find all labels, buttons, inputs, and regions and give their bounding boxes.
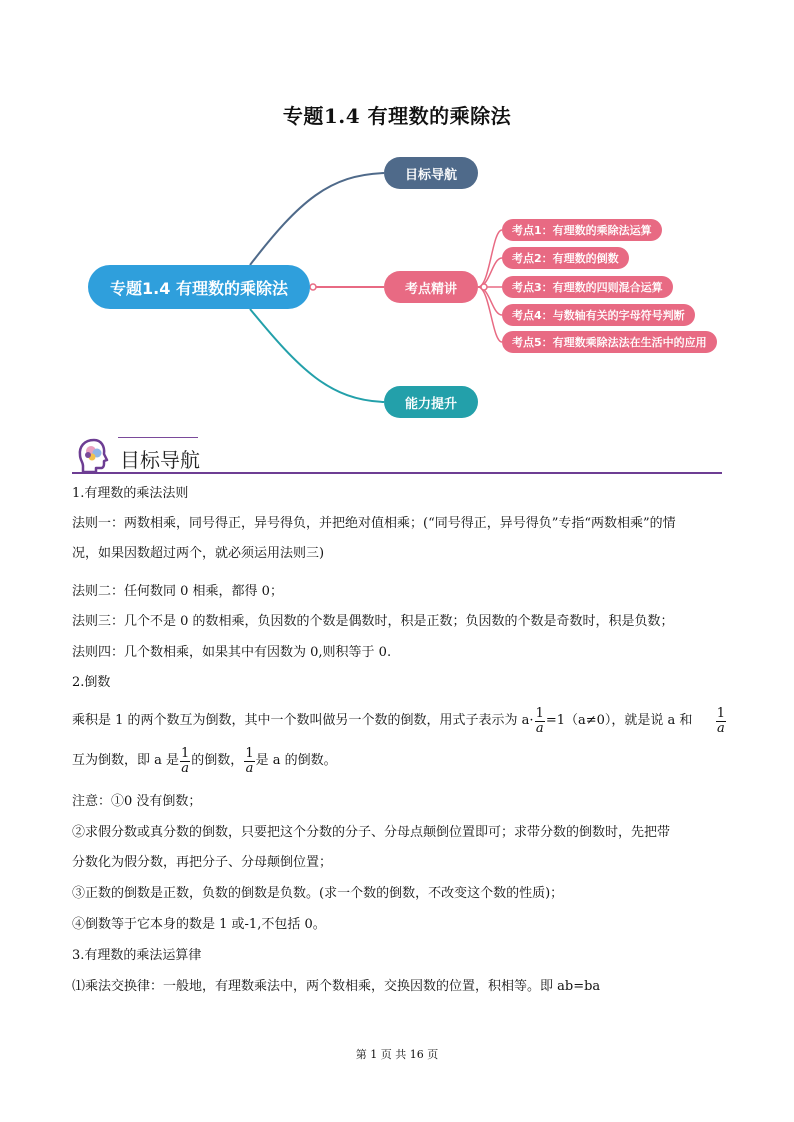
rule2: 法则二：任何数同 0 相乘，都得 0； <box>72 584 283 599</box>
root-joint <box>310 284 316 290</box>
reciprocal-text-3: 互为倒数，即 a 是 <box>72 753 180 768</box>
mindmap-leaf-1: 考点1：有理数的乘除法运算 <box>502 219 662 241</box>
law-commutative: ⑴乘法交换律：一般地，有理数乘法中，两个数相乘，交换因数的位置，积相等。即 ab=ba <box>72 979 601 994</box>
heading-multiplication-rules: 1.有理数的乘法法则 <box>72 486 189 501</box>
note-zero: 注意：①0 没有倒数； <box>72 794 202 809</box>
rule1-line1: 法则一：两数相乘，同号得正，异号得负，并把绝对值相乘；(“同号得正，异号得负”专指“两数相乘”的情 <box>72 516 676 531</box>
mindmap-leaf-5: 考点5：有理数乘除法法在生活中的应用 <box>502 331 717 353</box>
note-self-reciprocal: ④倒数等于它本身的数是 1 或-1,不包括 0。 <box>72 917 326 932</box>
connector-improve <box>250 309 384 402</box>
reciprocal-text-5: 是 a 的倒数。 <box>255 753 337 768</box>
mindmap-root: 专题1.4 有理数的乘除法 <box>88 265 310 309</box>
brain-head-icon <box>74 436 114 476</box>
page-footer: 第 1 页 共 16 页 <box>355 1048 439 1061</box>
mindmap-leaf-3: 考点3：有理数的四则混合运算 <box>502 276 673 298</box>
rule4: 法则四：几个数相乘，如果其中有因数为 0,则积等于 0. <box>72 645 392 660</box>
fraction-1-over-a: $\frac{1}{a}$ <box>245 745 254 776</box>
heading-multiplication-laws: 3.有理数的乘法运算律 <box>72 948 202 963</box>
mindmap-branch-nav: 目标导航 <box>384 157 478 189</box>
connector-nav <box>250 173 384 265</box>
rule1-line2: 况，如果因数超过两个，就必须运用法则三) <box>72 546 325 561</box>
points-joint <box>481 284 487 290</box>
rule3: 法则三：几个不是 0 的数相乘，负因数的个数是偶数时，积是正数；负因数的个数是奇数时，积是负数； <box>72 614 674 629</box>
note-fraction-line1: ②求假分数或真分数的倒数，只要把这个分数的分子、分母点颠倒位置即可；求带分数的倒数时，先把带 <box>72 825 671 840</box>
heading-reciprocal: 2.倒数 <box>72 675 111 690</box>
section-accent-line <box>118 437 198 438</box>
section-divider <box>72 472 722 474</box>
mindmap-branch-points: 考点精讲 <box>384 271 478 303</box>
fraction-1-over-a: $\frac{1}{a}$ <box>716 705 725 736</box>
reciprocal-text-4: 的倒数， <box>191 753 244 768</box>
note-fraction-line2: 分数化为假分数，再把分子、分母颠倒位置； <box>72 855 333 870</box>
fraction-1-over-a: $\frac{1}{a}$ <box>181 745 190 776</box>
section-title: 目标导航 <box>120 448 200 472</box>
fraction-1-over-a: $\frac{1}{a}$ <box>535 705 544 736</box>
note-sign: ③正数的倒数是正数，负数的倒数是负数。(求一个数的倒数，不改变这个数的性质)； <box>72 886 564 901</box>
page-title: 专题1.4 有理数的乘除法 <box>282 104 512 128</box>
mindmap-branch-improve: 能力提升 <box>384 386 478 418</box>
mindmap-leaf-2: 考点2：有理数的倒数 <box>502 247 629 269</box>
reciprocal-line1 <box>72 704 727 738</box>
reciprocal-text-1: 乘积是 1 的两个数互为倒数，其中一个数叫做另一个数的倒数，用式子表示为 a· <box>72 713 534 728</box>
reciprocal-text-2: =1（a≠0），就是说 a 和 <box>545 713 693 728</box>
mindmap-leaf-4: 考点4：与数轴有关的字母符号判断 <box>502 304 695 326</box>
reciprocal-line2 <box>72 744 727 778</box>
